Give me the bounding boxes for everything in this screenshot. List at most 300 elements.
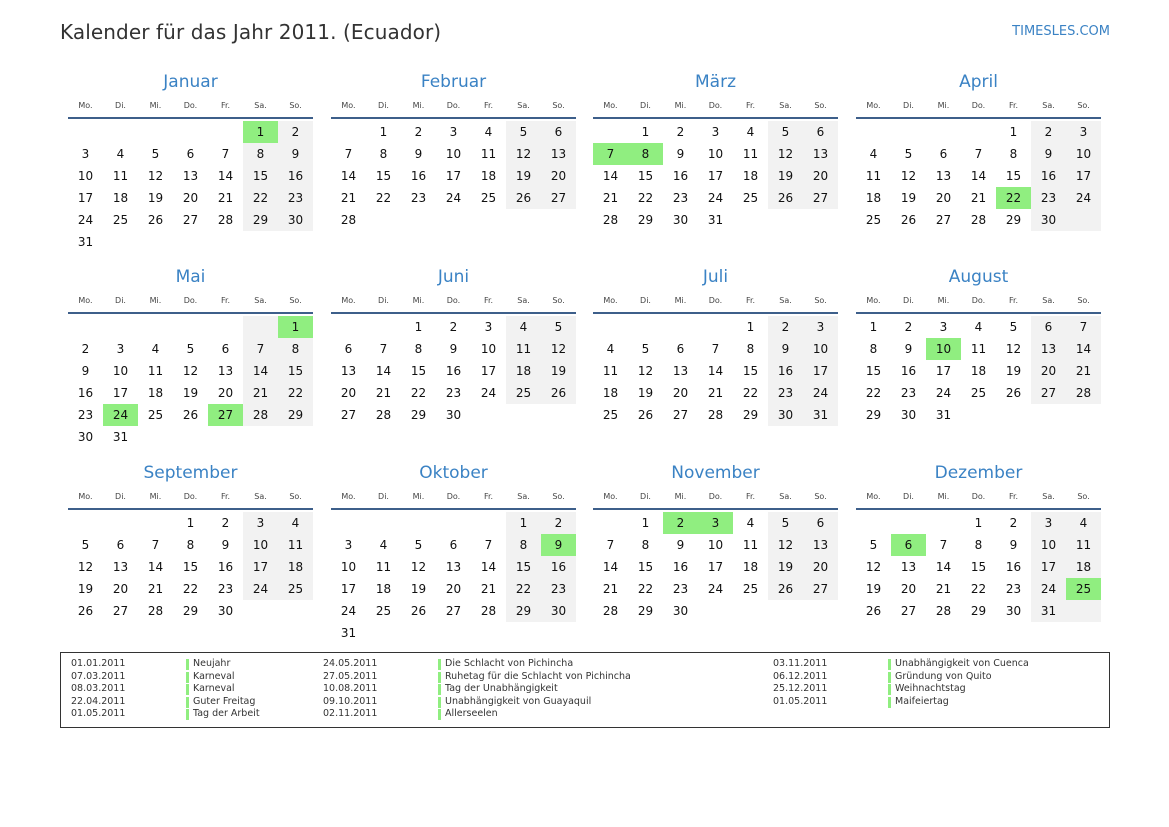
- day-cell[interactable]: 24: [252, 582, 269, 596]
- day-cell[interactable]: 29: [410, 408, 427, 422]
- day-cell[interactable]: 7: [484, 538, 493, 552]
- day-cell[interactable]: 23: [77, 408, 94, 422]
- day-cell[interactable]: 18: [742, 169, 759, 183]
- day-cell[interactable]: 7: [1079, 320, 1088, 334]
- holiday-day-cell[interactable]: 10: [926, 338, 961, 360]
- day-cell[interactable]: 25: [742, 582, 759, 596]
- day-cell[interactable]: 22: [252, 191, 269, 205]
- day-cell[interactable]: 14: [252, 364, 269, 378]
- day-cell[interactable]: 12: [77, 560, 94, 574]
- day-cell[interactable]: 23: [672, 191, 689, 205]
- day-cell[interactable]: 6: [816, 125, 825, 139]
- day-cell[interactable]: 30: [217, 604, 234, 618]
- day-cell[interactable]: 8: [379, 147, 388, 161]
- day-cell[interactable]: 18: [742, 560, 759, 574]
- day-cell[interactable]: 3: [81, 147, 90, 161]
- day-cell[interactable]: 26: [777, 582, 794, 596]
- day-cell[interactable]: 23: [672, 582, 689, 596]
- day-cell[interactable]: 12: [410, 560, 427, 574]
- day-cell[interactable]: 19: [77, 582, 94, 596]
- day-cell[interactable]: 8: [519, 538, 528, 552]
- day-cell[interactable]: 31: [77, 235, 94, 249]
- day-cell[interactable]: 14: [970, 169, 987, 183]
- day-cell[interactable]: 27: [112, 604, 129, 618]
- day-cell[interactable]: 1: [869, 320, 878, 334]
- day-cell[interactable]: 23: [550, 582, 567, 596]
- day-cell[interactable]: 18: [480, 169, 497, 183]
- day-cell[interactable]: 19: [865, 582, 882, 596]
- day-cell[interactable]: 16: [900, 364, 917, 378]
- day-cell[interactable]: 16: [672, 560, 689, 574]
- day-cell[interactable]: 15: [410, 364, 427, 378]
- day-cell[interactable]: 4: [484, 125, 493, 139]
- day-cell[interactable]: 21: [935, 582, 952, 596]
- day-cell[interactable]: 4: [519, 320, 528, 334]
- day-cell[interactable]: 3: [1079, 125, 1088, 139]
- day-cell[interactable]: 21: [340, 191, 357, 205]
- day-cell[interactable]: 28: [375, 408, 392, 422]
- day-cell[interactable]: 26: [182, 408, 199, 422]
- day-cell[interactable]: 3: [256, 516, 265, 530]
- day-cell[interactable]: 18: [287, 560, 304, 574]
- day-cell[interactable]: 25: [287, 582, 304, 596]
- day-cell[interactable]: 25: [865, 213, 882, 227]
- day-cell[interactable]: 13: [182, 169, 199, 183]
- day-cell[interactable]: 21: [602, 582, 619, 596]
- day-cell[interactable]: 4: [746, 516, 755, 530]
- day-cell[interactable]: 22: [865, 386, 882, 400]
- day-cell[interactable]: 7: [344, 147, 353, 161]
- day-cell[interactable]: 24: [480, 386, 497, 400]
- day-cell[interactable]: 14: [147, 560, 164, 574]
- day-cell[interactable]: 27: [182, 213, 199, 227]
- day-cell[interactable]: 1: [641, 125, 650, 139]
- day-cell[interactable]: 19: [147, 191, 164, 205]
- day-cell[interactable]: 15: [1005, 169, 1022, 183]
- day-cell[interactable]: 21: [252, 386, 269, 400]
- day-cell[interactable]: 21: [375, 386, 392, 400]
- day-cell[interactable]: 19: [182, 386, 199, 400]
- day-cell[interactable]: 28: [480, 604, 497, 618]
- day-cell[interactable]: 4: [606, 342, 615, 356]
- day-cell[interactable]: 17: [77, 191, 94, 205]
- day-cell[interactable]: 15: [515, 560, 532, 574]
- day-cell[interactable]: 25: [602, 408, 619, 422]
- day-cell[interactable]: 17: [480, 364, 497, 378]
- day-cell[interactable]: 27: [812, 582, 829, 596]
- day-cell[interactable]: 6: [116, 538, 125, 552]
- day-cell[interactable]: 9: [676, 538, 685, 552]
- day-cell[interactable]: 31: [707, 213, 724, 227]
- day-cell[interactable]: 4: [379, 538, 388, 552]
- day-cell[interactable]: 17: [1040, 560, 1057, 574]
- day-cell[interactable]: 24: [340, 604, 357, 618]
- day-cell[interactable]: 5: [1009, 320, 1018, 334]
- day-cell[interactable]: 21: [1075, 364, 1092, 378]
- day-cell[interactable]: 16: [550, 560, 567, 574]
- day-cell[interactable]: 4: [746, 125, 755, 139]
- day-cell[interactable]: 20: [340, 386, 357, 400]
- day-cell[interactable]: 7: [711, 342, 720, 356]
- day-cell[interactable]: 9: [904, 342, 913, 356]
- day-cell[interactable]: 11: [602, 364, 619, 378]
- day-cell[interactable]: 25: [147, 408, 164, 422]
- day-cell[interactable]: 17: [252, 560, 269, 574]
- day-cell[interactable]: 5: [186, 342, 195, 356]
- day-cell[interactable]: 27: [445, 604, 462, 618]
- day-cell[interactable]: 30: [777, 408, 794, 422]
- day-cell[interactable]: 7: [606, 538, 615, 552]
- day-cell[interactable]: 10: [707, 147, 724, 161]
- day-cell[interactable]: 6: [816, 516, 825, 530]
- day-cell[interactable]: 5: [151, 147, 160, 161]
- day-cell[interactable]: 10: [252, 538, 269, 552]
- day-cell[interactable]: 2: [221, 516, 230, 530]
- day-cell[interactable]: 23: [1040, 191, 1057, 205]
- day-cell[interactable]: 12: [1005, 342, 1022, 356]
- day-cell[interactable]: 26: [515, 191, 532, 205]
- day-cell[interactable]: 8: [291, 342, 300, 356]
- day-cell[interactable]: 31: [1040, 604, 1057, 618]
- day-cell[interactable]: 30: [445, 408, 462, 422]
- day-cell[interactable]: 28: [602, 604, 619, 618]
- day-cell[interactable]: 15: [742, 364, 759, 378]
- day-cell[interactable]: 28: [970, 213, 987, 227]
- day-cell[interactable]: 5: [519, 125, 528, 139]
- day-cell[interactable]: 22: [182, 582, 199, 596]
- day-cell[interactable]: 27: [340, 408, 357, 422]
- day-cell[interactable]: 21: [602, 191, 619, 205]
- day-cell[interactable]: 19: [410, 582, 427, 596]
- day-cell[interactable]: 27: [550, 191, 567, 205]
- day-cell[interactable]: 21: [970, 191, 987, 205]
- day-cell[interactable]: 13: [112, 560, 129, 574]
- day-cell[interactable]: 2: [449, 320, 458, 334]
- day-cell[interactable]: 19: [777, 560, 794, 574]
- day-cell[interactable]: 25: [480, 191, 497, 205]
- day-cell[interactable]: 31: [935, 408, 952, 422]
- day-cell[interactable]: 18: [602, 386, 619, 400]
- day-cell[interactable]: 8: [186, 538, 195, 552]
- day-cell[interactable]: 17: [112, 386, 129, 400]
- day-cell[interactable]: 13: [217, 364, 234, 378]
- day-cell[interactable]: 12: [900, 169, 917, 183]
- day-cell[interactable]: 3: [711, 125, 720, 139]
- day-cell[interactable]: 11: [375, 560, 392, 574]
- day-cell[interactable]: 13: [445, 560, 462, 574]
- day-cell[interactable]: 22: [637, 191, 654, 205]
- day-cell[interactable]: 28: [147, 604, 164, 618]
- day-cell[interactable]: 9: [291, 147, 300, 161]
- day-cell[interactable]: 30: [77, 430, 94, 444]
- day-cell[interactable]: 17: [1075, 169, 1092, 183]
- day-cell[interactable]: 30: [287, 213, 304, 227]
- day-cell[interactable]: 13: [340, 364, 357, 378]
- day-cell[interactable]: 19: [637, 386, 654, 400]
- day-cell[interactable]: 11: [515, 342, 532, 356]
- day-cell[interactable]: 17: [812, 364, 829, 378]
- day-cell[interactable]: 8: [974, 538, 983, 552]
- day-cell[interactable]: 23: [445, 386, 462, 400]
- day-cell[interactable]: 7: [256, 342, 265, 356]
- day-cell[interactable]: 20: [112, 582, 129, 596]
- day-cell[interactable]: 26: [777, 191, 794, 205]
- day-cell[interactable]: 5: [781, 125, 790, 139]
- day-cell[interactable]: 12: [515, 147, 532, 161]
- day-cell[interactable]: 16: [77, 386, 94, 400]
- holiday-day-cell[interactable]: 1: [278, 316, 313, 338]
- day-cell[interactable]: 11: [112, 169, 129, 183]
- day-cell[interactable]: 22: [410, 386, 427, 400]
- day-cell[interactable]: 20: [812, 169, 829, 183]
- day-cell[interactable]: 14: [602, 560, 619, 574]
- day-cell[interactable]: 24: [1040, 582, 1057, 596]
- day-cell[interactable]: 29: [515, 604, 532, 618]
- day-cell[interactable]: 3: [939, 320, 948, 334]
- holiday-day-cell[interactable]: 6: [891, 534, 926, 556]
- day-cell[interactable]: 3: [816, 320, 825, 334]
- day-cell[interactable]: 15: [375, 169, 392, 183]
- day-cell[interactable]: 28: [707, 408, 724, 422]
- day-cell[interactable]: 26: [1005, 386, 1022, 400]
- day-cell[interactable]: 10: [707, 538, 724, 552]
- day-cell[interactable]: 17: [935, 364, 952, 378]
- day-cell[interactable]: 17: [340, 582, 357, 596]
- day-cell[interactable]: 6: [554, 125, 563, 139]
- day-cell[interactable]: 18: [515, 364, 532, 378]
- day-cell[interactable]: 11: [480, 147, 497, 161]
- day-cell[interactable]: 22: [637, 582, 654, 596]
- brand-link[interactable]: TIMESLES.COM: [1012, 24, 1110, 39]
- day-cell[interactable]: 6: [449, 538, 458, 552]
- day-cell[interactable]: 13: [550, 147, 567, 161]
- day-cell[interactable]: 6: [186, 147, 195, 161]
- day-cell[interactable]: 1: [414, 320, 423, 334]
- day-cell[interactable]: 21: [707, 386, 724, 400]
- day-cell[interactable]: 1: [186, 516, 195, 530]
- day-cell[interactable]: 20: [672, 386, 689, 400]
- day-cell[interactable]: 16: [1005, 560, 1022, 574]
- day-cell[interactable]: 4: [291, 516, 300, 530]
- day-cell[interactable]: 8: [746, 342, 755, 356]
- day-cell[interactable]: 16: [1040, 169, 1057, 183]
- day-cell[interactable]: 20: [217, 386, 234, 400]
- day-cell[interactable]: 10: [445, 147, 462, 161]
- day-cell[interactable]: 27: [1040, 386, 1057, 400]
- day-cell[interactable]: 1: [974, 516, 983, 530]
- day-cell[interactable]: 7: [379, 342, 388, 356]
- day-cell[interactable]: 24: [707, 582, 724, 596]
- day-cell[interactable]: 19: [777, 169, 794, 183]
- day-cell[interactable]: 2: [904, 320, 913, 334]
- day-cell[interactable]: 20: [935, 191, 952, 205]
- day-cell[interactable]: 28: [217, 213, 234, 227]
- day-cell[interactable]: 13: [672, 364, 689, 378]
- day-cell[interactable]: 24: [812, 386, 829, 400]
- day-cell[interactable]: 14: [375, 364, 392, 378]
- day-cell[interactable]: 30: [672, 213, 689, 227]
- holiday-day-cell[interactable]: 27: [208, 404, 243, 426]
- day-cell[interactable]: 13: [900, 560, 917, 574]
- day-cell[interactable]: 8: [256, 147, 265, 161]
- day-cell[interactable]: 26: [865, 604, 882, 618]
- day-cell[interactable]: 30: [900, 408, 917, 422]
- day-cell[interactable]: 24: [935, 386, 952, 400]
- day-cell[interactable]: 29: [1005, 213, 1022, 227]
- day-cell[interactable]: 15: [182, 560, 199, 574]
- day-cell[interactable]: 2: [676, 125, 685, 139]
- day-cell[interactable]: 10: [112, 364, 129, 378]
- day-cell[interactable]: 7: [939, 538, 948, 552]
- day-cell[interactable]: 25: [742, 191, 759, 205]
- day-cell[interactable]: 20: [550, 169, 567, 183]
- day-cell[interactable]: 23: [217, 582, 234, 596]
- day-cell[interactable]: 19: [900, 191, 917, 205]
- day-cell[interactable]: 9: [1044, 147, 1053, 161]
- day-cell[interactable]: 8: [869, 342, 878, 356]
- day-cell[interactable]: 15: [287, 364, 304, 378]
- day-cell[interactable]: 26: [550, 386, 567, 400]
- day-cell[interactable]: 29: [970, 604, 987, 618]
- day-cell[interactable]: 4: [116, 147, 125, 161]
- day-cell[interactable]: 11: [742, 147, 759, 161]
- day-cell[interactable]: 29: [252, 213, 269, 227]
- day-cell[interactable]: 29: [742, 408, 759, 422]
- day-cell[interactable]: 27: [672, 408, 689, 422]
- day-cell[interactable]: 24: [445, 191, 462, 205]
- day-cell[interactable]: 20: [182, 191, 199, 205]
- day-cell[interactable]: 28: [252, 408, 269, 422]
- day-cell[interactable]: 17: [707, 169, 724, 183]
- holiday-day-cell[interactable]: 24: [103, 404, 138, 426]
- day-cell[interactable]: 15: [865, 364, 882, 378]
- day-cell[interactable]: 21: [480, 582, 497, 596]
- day-cell[interactable]: 28: [602, 213, 619, 227]
- day-cell[interactable]: 12: [182, 364, 199, 378]
- day-cell[interactable]: 5: [554, 320, 563, 334]
- day-cell[interactable]: 17: [707, 560, 724, 574]
- day-cell[interactable]: 18: [1075, 560, 1092, 574]
- day-cell[interactable]: 13: [1040, 342, 1057, 356]
- day-cell[interactable]: 12: [147, 169, 164, 183]
- day-cell[interactable]: 28: [935, 604, 952, 618]
- day-cell[interactable]: 12: [550, 342, 567, 356]
- day-cell[interactable]: 5: [869, 538, 878, 552]
- day-cell[interactable]: 9: [1009, 538, 1018, 552]
- day-cell[interactable]: 24: [77, 213, 94, 227]
- day-cell[interactable]: 8: [641, 538, 650, 552]
- day-cell[interactable]: 2: [291, 125, 300, 139]
- day-cell[interactable]: 11: [287, 538, 304, 552]
- day-cell[interactable]: 3: [484, 320, 493, 334]
- holiday-day-cell[interactable]: 8: [628, 143, 663, 165]
- day-cell[interactable]: 9: [414, 147, 423, 161]
- day-cell[interactable]: 20: [900, 582, 917, 596]
- day-cell[interactable]: 13: [812, 147, 829, 161]
- day-cell[interactable]: 30: [550, 604, 567, 618]
- day-cell[interactable]: 19: [1005, 364, 1022, 378]
- day-cell[interactable]: 15: [252, 169, 269, 183]
- day-cell[interactable]: 30: [1005, 604, 1022, 618]
- day-cell[interactable]: 15: [637, 560, 654, 574]
- day-cell[interactable]: 29: [637, 213, 654, 227]
- day-cell[interactable]: 2: [781, 320, 790, 334]
- day-cell[interactable]: 25: [515, 386, 532, 400]
- day-cell[interactable]: 29: [287, 408, 304, 422]
- day-cell[interactable]: 10: [340, 560, 357, 574]
- day-cell[interactable]: 26: [77, 604, 94, 618]
- day-cell[interactable]: 27: [900, 604, 917, 618]
- day-cell[interactable]: 2: [1009, 516, 1018, 530]
- day-cell[interactable]: 31: [340, 626, 357, 640]
- day-cell[interactable]: 4: [974, 320, 983, 334]
- day-cell[interactable]: 2: [81, 342, 90, 356]
- day-cell[interactable]: 29: [865, 408, 882, 422]
- day-cell[interactable]: 11: [865, 169, 882, 183]
- day-cell[interactable]: 9: [221, 538, 230, 552]
- day-cell[interactable]: 12: [777, 147, 794, 161]
- day-cell[interactable]: 18: [970, 364, 987, 378]
- day-cell[interactable]: 16: [410, 169, 427, 183]
- day-cell[interactable]: 23: [777, 386, 794, 400]
- day-cell[interactable]: 4: [1079, 516, 1088, 530]
- day-cell[interactable]: 14: [707, 364, 724, 378]
- day-cell[interactable]: 25: [970, 386, 987, 400]
- day-cell[interactable]: 6: [676, 342, 685, 356]
- day-cell[interactable]: 20: [1040, 364, 1057, 378]
- day-cell[interactable]: 11: [742, 538, 759, 552]
- day-cell[interactable]: 16: [217, 560, 234, 574]
- day-cell[interactable]: 10: [480, 342, 497, 356]
- holiday-day-cell[interactable]: 9: [541, 534, 576, 556]
- day-cell[interactable]: 12: [777, 538, 794, 552]
- day-cell[interactable]: 22: [515, 582, 532, 596]
- day-cell[interactable]: 16: [777, 364, 794, 378]
- day-cell[interactable]: 7: [151, 538, 160, 552]
- holiday-day-cell[interactable]: 7: [593, 143, 628, 165]
- day-cell[interactable]: 15: [637, 169, 654, 183]
- day-cell[interactable]: 5: [781, 516, 790, 530]
- day-cell[interactable]: 3: [344, 538, 353, 552]
- day-cell[interactable]: 4: [151, 342, 160, 356]
- day-cell[interactable]: 24: [1075, 191, 1092, 205]
- day-cell[interactable]: 14: [602, 169, 619, 183]
- day-cell[interactable]: 5: [81, 538, 90, 552]
- day-cell[interactable]: 6: [1044, 320, 1053, 334]
- day-cell[interactable]: 26: [410, 604, 427, 618]
- day-cell[interactable]: 11: [970, 342, 987, 356]
- day-cell[interactable]: 10: [812, 342, 829, 356]
- day-cell[interactable]: 23: [900, 386, 917, 400]
- holiday-day-cell[interactable]: 25: [1066, 578, 1101, 600]
- day-cell[interactable]: 29: [637, 604, 654, 618]
- day-cell[interactable]: 12: [637, 364, 654, 378]
- day-cell[interactable]: 1: [746, 320, 755, 334]
- day-cell[interactable]: 18: [112, 191, 129, 205]
- day-cell[interactable]: 20: [812, 560, 829, 574]
- day-cell[interactable]: 1: [379, 125, 388, 139]
- day-cell[interactable]: 22: [287, 386, 304, 400]
- day-cell[interactable]: 14: [1075, 342, 1092, 356]
- holiday-day-cell[interactable]: 2: [663, 512, 698, 534]
- day-cell[interactable]: 6: [939, 147, 948, 161]
- day-cell[interactable]: 27: [935, 213, 952, 227]
- day-cell[interactable]: 23: [287, 191, 304, 205]
- day-cell[interactable]: 30: [672, 604, 689, 618]
- day-cell[interactable]: 14: [340, 169, 357, 183]
- day-cell[interactable]: 22: [970, 582, 987, 596]
- day-cell[interactable]: 19: [515, 169, 532, 183]
